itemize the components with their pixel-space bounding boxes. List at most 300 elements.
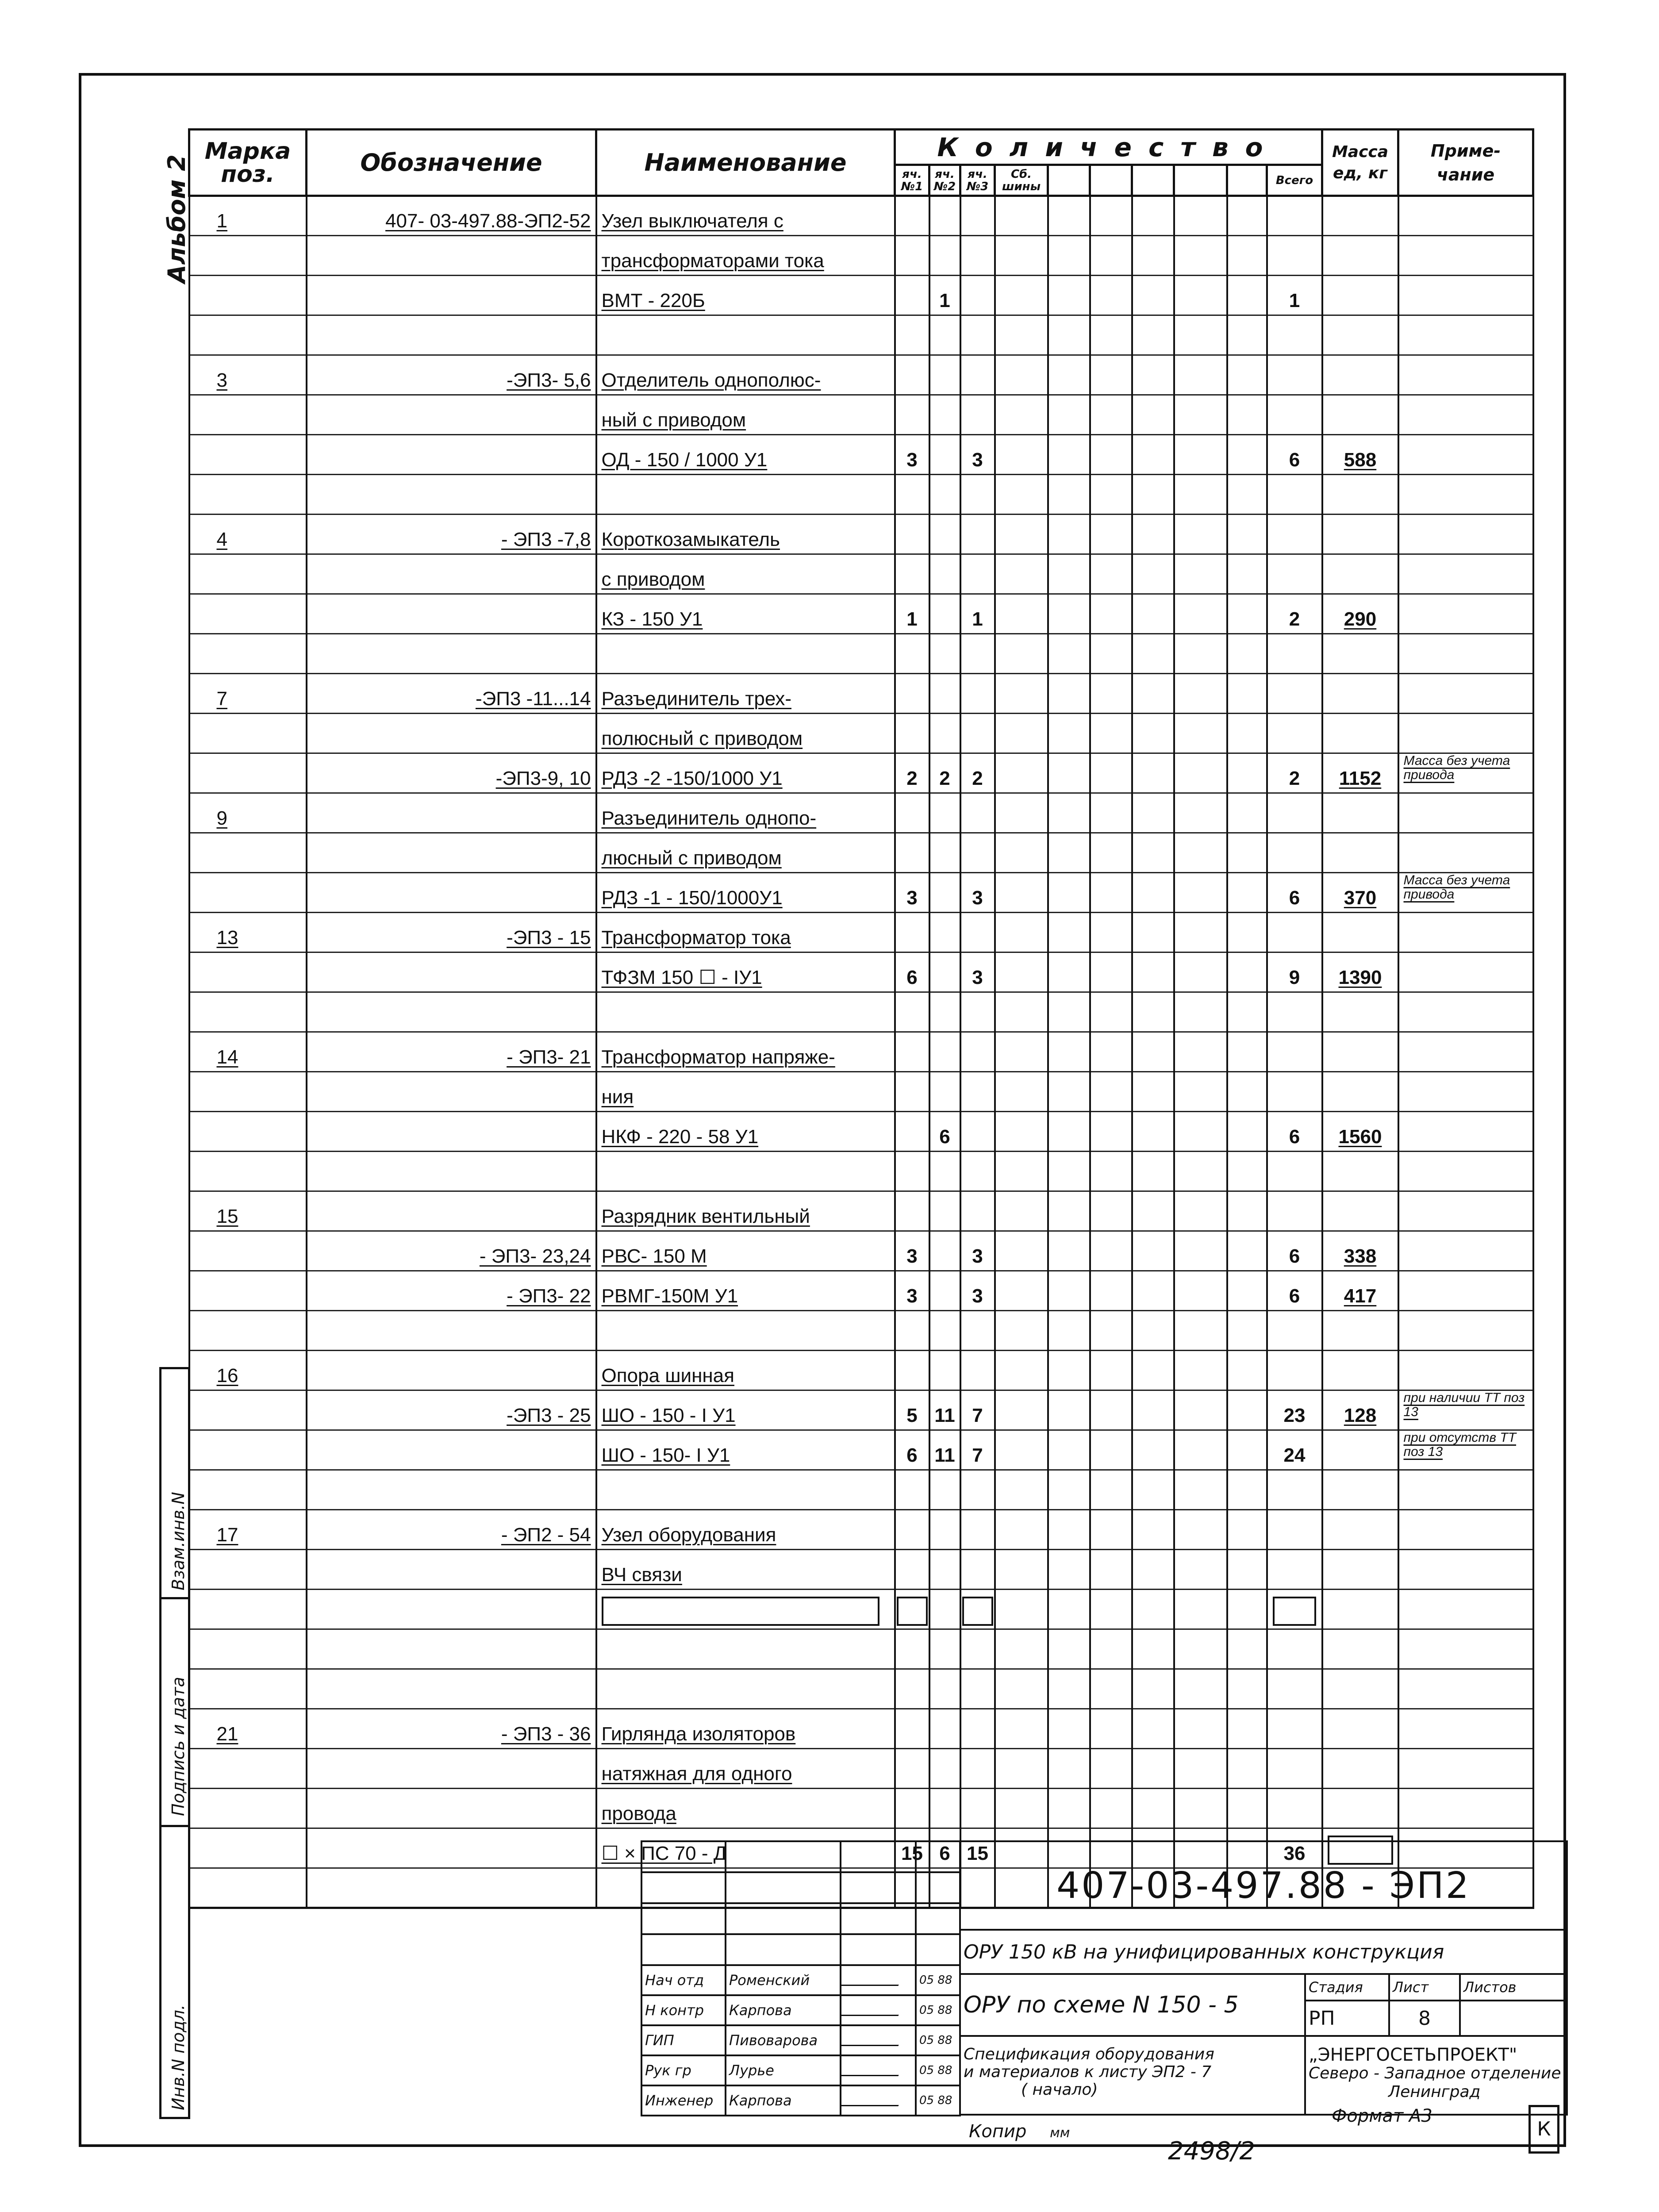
quantity-cell [1227, 236, 1267, 276]
designation-cell [307, 992, 596, 1032]
quantity-cell [1132, 1152, 1174, 1191]
quantity-cell [960, 355, 995, 395]
quantity-cell [895, 1112, 929, 1152]
quantity-cell [995, 554, 1048, 594]
table-row [189, 1311, 1533, 1351]
signature-empty-cell [841, 1903, 916, 1934]
signature-name: Пивоварова [726, 2025, 841, 2055]
mark-cell [189, 1152, 307, 1191]
quantity-cell [1132, 913, 1174, 952]
quantity-cell [1090, 753, 1132, 793]
col-note-header: Приме-чание [1398, 130, 1533, 196]
quantity-cell [895, 236, 929, 276]
quantity-cell [1174, 674, 1227, 714]
quantity-cell [929, 1271, 960, 1311]
quantity-cell: 3 [960, 952, 995, 992]
quantity-cell [960, 1749, 995, 1789]
table-row [189, 1669, 1533, 1709]
quantity-cell [1090, 873, 1132, 913]
quantity-cell [1174, 1231, 1227, 1271]
quantity-cell [1267, 1032, 1322, 1072]
mass-cell [1322, 276, 1398, 315]
signature-empty-cell [726, 1841, 841, 1872]
quantity-cell [1174, 634, 1227, 674]
quantity-cell: 36 [1267, 1828, 1322, 1868]
quantity-cell [995, 315, 1048, 355]
mass-cell: 1560 [1322, 1112, 1398, 1152]
quantity-cell [895, 315, 929, 355]
quantity-cell [1132, 276, 1174, 315]
quantity-cell [995, 1510, 1048, 1550]
quantity-cell [1174, 1789, 1227, 1828]
name-cell: люсный с приводом [596, 833, 895, 873]
sheet-title-line-3: ( начало) [1021, 2081, 1098, 2099]
table-row [189, 355, 1533, 395]
table-row [189, 1510, 1533, 1550]
quantity-cell [1267, 1510, 1322, 1550]
designation-cell: - ЭП2 - 54 [307, 1510, 596, 1550]
note-cell [1398, 1789, 1533, 1828]
quantity-cell [895, 674, 929, 714]
designation-cell [307, 1828, 596, 1868]
quantity-cell [1048, 475, 1090, 515]
quantity-cell [960, 1032, 995, 1072]
quantity-cell [1174, 594, 1227, 634]
designation-cell [960, 1841, 1567, 1930]
quantity-cell [929, 1351, 960, 1390]
corner-mark: К [1537, 2118, 1551, 2140]
signature-date: 05 88 [916, 1965, 960, 1995]
quantity-cell [1132, 833, 1174, 873]
quantity-cell: 3 [960, 873, 995, 913]
quantity-cell [1048, 515, 1090, 554]
quantity-cell [1227, 1430, 1267, 1470]
sheets-value [1460, 2001, 1567, 2036]
quantity-cell [1267, 1709, 1322, 1749]
name-cell: КЗ - 150 У1 [596, 594, 895, 634]
quantity-cell [929, 913, 960, 952]
quantity-cell: 2 [1267, 594, 1322, 634]
quantity-cell [1227, 1390, 1267, 1430]
quantity-cell [1227, 1709, 1267, 1749]
quantity-cell [960, 1590, 995, 1629]
quantity-cell: 11 [929, 1390, 960, 1430]
quantity-cell [929, 1550, 960, 1590]
note-cell [1398, 1510, 1533, 1550]
mass-cell: 290 [1322, 594, 1398, 634]
mark-cell [189, 1390, 307, 1430]
quantity-cell [1132, 435, 1174, 475]
designation-cell: - ЭП3- 21 [307, 1032, 596, 1072]
quantity-cell [1174, 1590, 1227, 1629]
table-row [189, 913, 1533, 952]
quantity-cell [1090, 1669, 1132, 1709]
quantity-cell [1048, 913, 1090, 952]
col-mark-header [189, 130, 307, 196]
note-cell [1398, 992, 1533, 1032]
mark-cell [189, 1669, 307, 1709]
signature-name: Карпова [726, 1995, 841, 2025]
name-cell: ШО - 150 - I У1 [596, 1390, 895, 1430]
quantity-cell [1227, 1749, 1267, 1789]
quantity-cell [895, 355, 929, 395]
quantity-cell [895, 714, 929, 753]
quantity-cell [1048, 714, 1090, 753]
mark-cell [189, 1550, 307, 1590]
organization [1305, 2036, 1567, 2115]
quantity-cell [1132, 1032, 1174, 1072]
note-cell [1398, 793, 1533, 833]
mark-cell [189, 435, 307, 475]
table-row [189, 276, 1533, 315]
quantity-cell [1132, 236, 1174, 276]
mark-cell [189, 634, 307, 674]
quantity-cell: 1 [960, 594, 995, 634]
quantity-cell [1267, 1072, 1322, 1112]
quantity-cell [1090, 1550, 1132, 1590]
quantity-cell [1174, 1152, 1227, 1191]
mark-cell: 15 [189, 1191, 307, 1231]
note-cell [1398, 714, 1533, 753]
quantity-cell [1090, 833, 1132, 873]
signature-role: Нач отд [641, 1965, 726, 1995]
designation-cell [307, 395, 596, 435]
mass-cell [1322, 714, 1398, 753]
sheet-label: Лист [1389, 1974, 1460, 2001]
mass-cell: 338 [1322, 1231, 1398, 1271]
designation-cell [307, 1749, 596, 1789]
quantity-cell [1174, 1271, 1227, 1311]
quantity-cell [1267, 475, 1322, 515]
designation-cell: - ЭП3- 22 [307, 1271, 596, 1311]
quantity-cell: 3 [960, 1231, 995, 1271]
quantity-cell: 2 [1267, 753, 1322, 793]
note-cell [1398, 913, 1533, 952]
quantity-cell [995, 1669, 1048, 1709]
signature-empty-cell [726, 1872, 841, 1903]
quantity-cell [895, 1311, 929, 1351]
quantity-cell [1174, 435, 1227, 475]
quantity-col-header [1227, 165, 1267, 196]
quantity-cell [1227, 515, 1267, 554]
quantity-cell [960, 1191, 995, 1231]
note-cell [1398, 1072, 1533, 1112]
mass-cell [1322, 1430, 1398, 1470]
note-cell [1398, 1311, 1533, 1351]
quantity-cell [1227, 714, 1267, 753]
signature-date: 05 88 [916, 2055, 960, 2085]
quantity-cell [1048, 873, 1090, 913]
format-label: Формат А3 [1332, 2106, 1432, 2126]
name-cell: ШО - 150- I У1 [596, 1430, 895, 1470]
pos-label: поз. [221, 161, 275, 188]
signature-empty-cell [916, 1872, 960, 1903]
quantity-cell [1048, 674, 1090, 714]
designation-cell: -ЭП3 -11...14 [307, 674, 596, 714]
col-name-header: Наименование [596, 130, 895, 196]
stage-value: РП [1305, 2001, 1389, 2036]
table-row [189, 1430, 1533, 1470]
quantity-cell [1227, 1072, 1267, 1112]
signature-empty-row [641, 1903, 960, 1934]
quantity-cell: 6 [929, 1828, 960, 1868]
name-cell: полюсный с приводом [596, 714, 895, 753]
sheet-value: 8 [1389, 2001, 1460, 2036]
quantity-cell [1174, 1112, 1227, 1152]
quantity-cell [1227, 554, 1267, 594]
quantity-cell [1090, 196, 1132, 236]
sheet-designation: 407-03-497.88 - ЭП2 [1056, 1864, 1471, 1907]
quantity-cell [960, 1510, 995, 1550]
quantity-cell [1267, 1152, 1322, 1191]
quantity-cell: 3 [960, 435, 995, 475]
quantity-cell [895, 1510, 929, 1550]
quantity-cell [960, 1709, 995, 1749]
note-cell: Масса без учета привода [1398, 873, 1533, 913]
quantity-cell [1090, 355, 1132, 395]
quantity-cell [895, 1032, 929, 1072]
name-cell [596, 1629, 895, 1669]
note-cell [1398, 952, 1533, 992]
table-row [189, 1749, 1533, 1789]
quantity-cell [960, 1789, 995, 1828]
quantity-cell [1267, 913, 1322, 952]
quantity-cell [995, 1351, 1048, 1390]
mark-cell: 7 [189, 674, 307, 714]
quantity-col-header: яч. №1 [895, 165, 929, 196]
table-row [189, 1032, 1533, 1072]
mark-cell: 21 [189, 1709, 307, 1749]
quantity-cell [1132, 1390, 1174, 1430]
signature-mark [841, 2055, 916, 2085]
note-cell: при наличии ТТ поз 13 [1398, 1390, 1533, 1430]
signature-empty-row [641, 1872, 960, 1903]
quantity-cell [1174, 873, 1227, 913]
org-name: „ЭНЕРГОСЕТЬПРОЕКТ" [1309, 2045, 1517, 2065]
table-row [189, 475, 1533, 515]
name-cell: Узел выключателя с [596, 196, 895, 236]
quantity-cell [995, 1550, 1048, 1590]
quantity-col-header: яч. №2 [929, 165, 960, 196]
table-row [189, 315, 1533, 355]
quantity-cell [1174, 515, 1227, 554]
quantity-cell [1090, 913, 1132, 952]
quantity-cell [895, 1749, 929, 1789]
name-cell: Разъединитель однопо- [596, 793, 895, 833]
quantity-cell [995, 1749, 1048, 1789]
table-row [189, 554, 1533, 594]
name-cell: ТФЗМ 150 ☐ - IУ1 [596, 952, 895, 992]
quantity-cell [895, 992, 929, 1032]
mark-cell: 9 [189, 793, 307, 833]
quantity-cell [1267, 1590, 1322, 1629]
mass-cell [1322, 1311, 1398, 1351]
signature-empty-cell [841, 1934, 916, 1965]
quantity-cell [1048, 1032, 1090, 1072]
quantity-cell [1132, 554, 1174, 594]
quantity-cell [1048, 1191, 1090, 1231]
quantity-cell [1267, 515, 1322, 554]
signature-date: 05 88 [916, 2085, 960, 2116]
quantity-cell [1090, 1351, 1132, 1390]
table-row [189, 1152, 1533, 1191]
quantity-cell [1132, 1669, 1174, 1709]
quantity-cell [1048, 1351, 1090, 1390]
quantity-cell: 6 [1267, 1271, 1322, 1311]
quantity-cell [1174, 952, 1227, 992]
quantity-cell [1267, 833, 1322, 873]
quantity-cell [1227, 196, 1267, 236]
quantity-cell [1174, 1749, 1227, 1789]
designation-cell [307, 714, 596, 753]
quantity-cell [995, 1629, 1048, 1669]
quantity-cell [1132, 714, 1174, 753]
quantity-cell [960, 1152, 995, 1191]
signature-mark [841, 2025, 916, 2055]
quantity-cell [929, 554, 960, 594]
quantity-cell: 6 [895, 1430, 929, 1470]
title-block [641, 1840, 1566, 2114]
name-cell: Разрядник вентильный [596, 1191, 895, 1231]
quantity-cell [929, 1789, 960, 1828]
quantity-cell [1090, 515, 1132, 554]
quantity-cell [1132, 1470, 1174, 1510]
mass-cell [1322, 236, 1398, 276]
quantity-cell [1132, 315, 1174, 355]
quantity-cell [995, 753, 1048, 793]
quantity-cell [1048, 236, 1090, 276]
blank-box [897, 1597, 928, 1626]
quantity-cell [1048, 1390, 1090, 1430]
quantity-cell [895, 1550, 929, 1590]
quantity-cell [929, 1152, 960, 1191]
name-cell [596, 1311, 895, 1351]
quantity-cell [1174, 1709, 1227, 1749]
quantity-cell [1267, 1311, 1322, 1351]
name-cell: РВМГ-150М У1 [596, 1271, 895, 1311]
table-row [189, 674, 1533, 714]
designation-cell [307, 1072, 596, 1112]
quantity-cell: 23 [1267, 1390, 1322, 1430]
designation-cell [307, 1629, 596, 1669]
designation-cell [307, 793, 596, 833]
quantity-cell [1090, 1629, 1132, 1669]
table-row [189, 236, 1533, 276]
quantity-cell [1227, 793, 1267, 833]
quantity-cell [1132, 753, 1174, 793]
quantity-cell [929, 634, 960, 674]
mark-cell [189, 554, 307, 594]
designation-cell [307, 1430, 596, 1470]
name-cell [596, 1669, 895, 1709]
mass-cell [1322, 1590, 1398, 1629]
mass-cell [1322, 1351, 1398, 1390]
quantity-cell [995, 1191, 1048, 1231]
quantity-cell [895, 554, 929, 594]
mass-cell: 588 [1322, 435, 1398, 475]
signature-empty-cell [916, 1841, 960, 1872]
quantity-cell [1267, 992, 1322, 1032]
quantity-cell [1132, 1430, 1174, 1470]
quantity-cell [1227, 873, 1267, 913]
quantity-cell: 3 [895, 1271, 929, 1311]
quantity-cell [1090, 475, 1132, 515]
quantity-cell [960, 714, 995, 753]
mark-cell [189, 236, 307, 276]
quantity-cell [1132, 1231, 1174, 1271]
note-cell [1398, 395, 1533, 435]
quantity-cell [1227, 1311, 1267, 1351]
note-cell [1398, 1152, 1533, 1191]
designation-cell [307, 236, 596, 276]
quantity-cell [960, 236, 995, 276]
mark-cell [189, 1072, 307, 1112]
name-cell: провода [596, 1789, 895, 1828]
note-cell [1398, 276, 1533, 315]
name-cell: натяжная для одного [596, 1749, 895, 1789]
archive-number: 2498/2 [1168, 2137, 1256, 2166]
sheet-title [960, 2036, 1305, 2115]
signature-row [641, 2055, 960, 2085]
table-row [189, 1390, 1533, 1430]
quantity-cell [929, 594, 960, 634]
name-cell: Отделитель однополюс- [596, 355, 895, 395]
quantity-cell [1267, 1470, 1322, 1510]
quantity-cell [1048, 634, 1090, 674]
quantity-cell [1132, 952, 1174, 992]
quantity-cell [995, 1789, 1048, 1828]
quantity-cell [895, 1669, 929, 1709]
col-designation-header: Обозначение [307, 130, 596, 196]
mass-cell [1322, 1032, 1398, 1072]
quantity-cell [1090, 952, 1132, 992]
quantity-cell [1227, 1271, 1267, 1311]
quantity-cell [1227, 1629, 1267, 1669]
quantity-cell [929, 515, 960, 554]
quantity-cell [1227, 1191, 1267, 1231]
quantity-cell [1227, 913, 1267, 952]
quantity-cell [1132, 1749, 1174, 1789]
quantity-cell [1227, 674, 1267, 714]
sheet-title-line-2: и материалов к листу ЭП2 - 7 [964, 2063, 1212, 2081]
quantity-cell [960, 515, 995, 554]
quantity-cell [1174, 913, 1227, 952]
quantity-cell [1048, 833, 1090, 873]
quantity-cell [1227, 634, 1267, 674]
quantity-cell [895, 1191, 929, 1231]
designation-cell [307, 276, 596, 315]
signature-date-label: Подпись и дата [169, 1677, 188, 1816]
handwritten-signature [841, 2062, 905, 2076]
table-row [189, 1191, 1533, 1231]
quantity-cell [929, 236, 960, 276]
designation-cell [307, 1669, 596, 1709]
signature-date: 05 88 [916, 2025, 960, 2055]
quantity-cell: 2 [895, 753, 929, 793]
sheets-label: Листов [1460, 1974, 1567, 2001]
quantity-col-header [1090, 165, 1132, 196]
signatures-grid [641, 1840, 961, 2116]
quantity-cell [1090, 1072, 1132, 1112]
table-row [189, 1590, 1533, 1629]
quantity-cell [895, 1629, 929, 1669]
table-row [189, 1231, 1533, 1271]
quantity-cell [929, 435, 960, 475]
note-cell [1398, 475, 1533, 515]
quantity-cell [1227, 1789, 1267, 1828]
quantity-cell [1048, 594, 1090, 634]
mark-cell: 13 [189, 913, 307, 952]
